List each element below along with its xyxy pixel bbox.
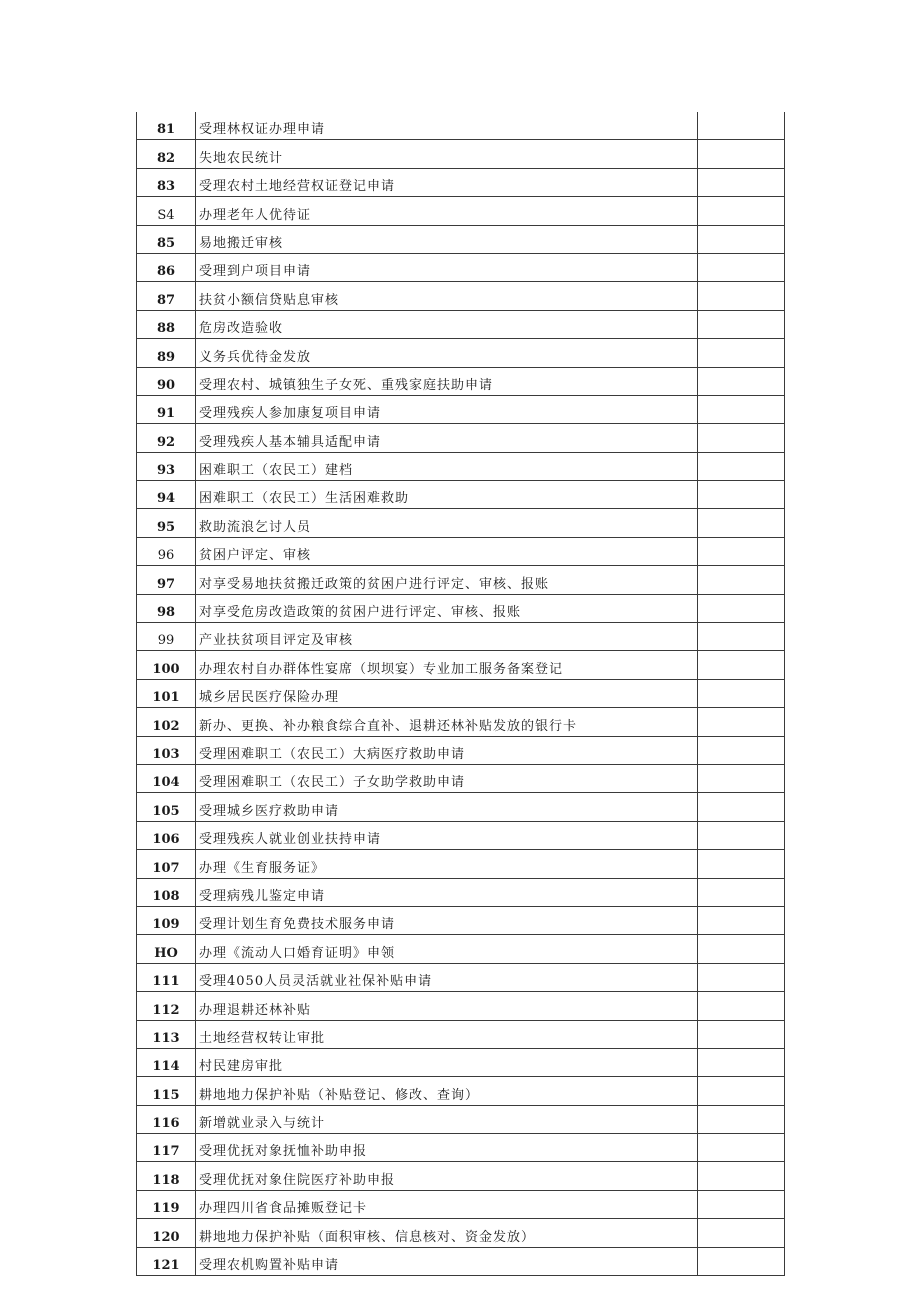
row-blank-cell	[698, 282, 785, 310]
row-number: 81	[137, 112, 196, 140]
table-row	[137, 736, 785, 764]
row-item: 受理残疾人就业创业扶持申请	[196, 821, 698, 849]
row-number: 104	[137, 764, 196, 792]
row-item: 村民建房审批	[196, 1048, 698, 1076]
table-row	[137, 1105, 785, 1133]
row-number: 114	[137, 1048, 196, 1076]
table-row	[137, 992, 785, 1020]
table-row	[137, 963, 785, 991]
table-row	[137, 793, 785, 821]
table-row	[137, 623, 785, 651]
table-row	[137, 566, 785, 594]
table-row	[137, 537, 785, 565]
row-blank-cell	[698, 1020, 785, 1048]
row-item: 办理农村自办群体性宴席（坝坝宴）专业加工服务备案登记	[196, 651, 698, 679]
table-row	[137, 168, 785, 196]
row-blank-cell	[698, 623, 785, 651]
table-row	[137, 594, 785, 622]
row-number: 82	[137, 140, 196, 168]
row-number: 90	[137, 367, 196, 395]
row-item: 新增就业录入与统计	[196, 1105, 698, 1133]
row-number: 93	[137, 452, 196, 480]
row-number: S4	[137, 197, 196, 225]
row-number: 117	[137, 1134, 196, 1162]
row-number: 111	[137, 963, 196, 991]
table-row	[137, 850, 785, 878]
row-blank-cell	[698, 197, 785, 225]
row-number: HO	[137, 935, 196, 963]
row-blank-cell	[698, 481, 785, 509]
row-blank-cell	[698, 367, 785, 395]
table-row	[137, 452, 785, 480]
row-blank-cell	[698, 708, 785, 736]
row-item: 城乡居民医疗保险办理	[196, 679, 698, 707]
row-number: 94	[137, 481, 196, 509]
table-row	[137, 1247, 785, 1275]
row-number: 95	[137, 509, 196, 537]
row-number: 100	[137, 651, 196, 679]
row-number: 105	[137, 793, 196, 821]
row-blank-cell	[698, 452, 785, 480]
table-row	[137, 1134, 785, 1162]
row-item: 办理《生育服务证》	[196, 850, 698, 878]
row-item: 办理退耕还林补贴	[196, 992, 698, 1020]
row-item: 受理残疾人基本辅具适配申请	[196, 424, 698, 452]
row-number: 87	[137, 282, 196, 310]
row-blank-cell	[698, 253, 785, 281]
row-number: 99	[137, 623, 196, 651]
row-number: 98	[137, 594, 196, 622]
row-number: 121	[137, 1247, 196, 1275]
row-blank-cell	[698, 1105, 785, 1133]
row-item: 受理4050人员灵活就业社保补贴申请	[196, 963, 698, 991]
row-number: 119	[137, 1190, 196, 1218]
row-item: 对享受危房改造政策的贫困户进行评定、审核、报账	[196, 594, 698, 622]
row-number: 88	[137, 310, 196, 338]
row-item: 办理老年人优待证	[196, 197, 698, 225]
row-item: 困难职工（农民工）建档	[196, 452, 698, 480]
row-blank-cell	[698, 992, 785, 1020]
row-item: 办理四川省食品摊贩登记卡	[196, 1190, 698, 1218]
row-item: 受理农村、城镇独生子女死、重残家庭扶助申请	[196, 367, 698, 395]
row-item: 受理残疾人参加康复项目申请	[196, 395, 698, 423]
row-item: 受理农机购置补贴申请	[196, 1247, 698, 1275]
row-number: 101	[137, 679, 196, 707]
row-item: 扶贫小额信贷贴息审核	[196, 282, 698, 310]
table-row	[137, 424, 785, 452]
table-row	[137, 197, 785, 225]
row-blank-cell	[698, 537, 785, 565]
row-item: 失地农民统计	[196, 140, 698, 168]
row-number: 85	[137, 225, 196, 253]
table-row	[137, 1048, 785, 1076]
row-number: 83	[137, 168, 196, 196]
row-item: 危房改造验收	[196, 310, 698, 338]
table-row	[137, 339, 785, 367]
row-item: 产业扶贫项目评定及审核	[196, 623, 698, 651]
row-number: 96	[137, 537, 196, 565]
row-item: 困难职工（农民工）生活困难救助	[196, 481, 698, 509]
row-item: 耕地地力保护补贴（补贴登记、修改、查询）	[196, 1077, 698, 1105]
row-item: 对享受易地扶贫搬迁政策的贫困户进行评定、审核、报账	[196, 566, 698, 594]
row-number: 109	[137, 906, 196, 934]
row-item: 受理计划生育免费技术服务申请	[196, 906, 698, 934]
table-row	[137, 481, 785, 509]
table-row	[137, 140, 785, 168]
table-row	[137, 282, 785, 310]
row-blank-cell	[698, 963, 785, 991]
row-item: 义务兵优待金发放	[196, 339, 698, 367]
service-items-table	[136, 112, 785, 1276]
table-row	[137, 1077, 785, 1105]
row-number: 91	[137, 395, 196, 423]
row-blank-cell	[698, 1048, 785, 1076]
row-number: 86	[137, 253, 196, 281]
row-blank-cell	[698, 821, 785, 849]
table-row	[137, 1190, 785, 1218]
table-row	[137, 253, 785, 281]
table-row	[137, 1219, 785, 1247]
row-blank-cell	[698, 1247, 785, 1275]
row-blank-cell	[698, 566, 785, 594]
row-blank-cell	[698, 1077, 785, 1105]
row-item: 受理到户项目申请	[196, 253, 698, 281]
table-row	[137, 1162, 785, 1190]
table-row	[137, 878, 785, 906]
row-blank-cell	[698, 225, 785, 253]
row-number: 103	[137, 736, 196, 764]
row-number: 108	[137, 878, 196, 906]
row-blank-cell	[698, 310, 785, 338]
row-blank-cell	[698, 140, 785, 168]
row-blank-cell	[698, 1219, 785, 1247]
row-number: 106	[137, 821, 196, 849]
row-number: 118	[137, 1162, 196, 1190]
row-number: 97	[137, 566, 196, 594]
row-number: 116	[137, 1105, 196, 1133]
row-blank-cell	[698, 935, 785, 963]
row-blank-cell	[698, 594, 785, 622]
row-blank-cell	[698, 764, 785, 792]
row-item: 受理困难职工（农民工）子女助学救助申请	[196, 764, 698, 792]
table-row	[137, 906, 785, 934]
row-item: 办理《流动人口婚育证明》申领	[196, 935, 698, 963]
row-blank-cell	[698, 1190, 785, 1218]
table-row	[137, 651, 785, 679]
row-blank-cell	[698, 395, 785, 423]
row-blank-cell	[698, 651, 785, 679]
row-blank-cell	[698, 736, 785, 764]
row-item: 耕地地力保护补贴（面积审核、信息核对、资金发放）	[196, 1219, 698, 1247]
row-item: 新办、更换、补办粮食综合直补、退耕还林补贴发放的银行卡	[196, 708, 698, 736]
row-blank-cell	[698, 906, 785, 934]
row-item: 受理林权证办理申请	[196, 112, 698, 140]
row-blank-cell	[698, 424, 785, 452]
row-blank-cell	[698, 679, 785, 707]
table-row	[137, 679, 785, 707]
table-body	[137, 112, 785, 1276]
row-number: 115	[137, 1077, 196, 1105]
row-item: 受理城乡医疗救助申请	[196, 793, 698, 821]
table-row	[137, 509, 785, 537]
table-row	[137, 112, 785, 140]
table-row	[137, 764, 785, 792]
table-row	[137, 1020, 785, 1048]
row-number: 89	[137, 339, 196, 367]
row-item: 易地搬迁审核	[196, 225, 698, 253]
row-item: 土地经营权转让审批	[196, 1020, 698, 1048]
table-row	[137, 708, 785, 736]
table-row	[137, 935, 785, 963]
row-blank-cell	[698, 793, 785, 821]
row-item: 受理困难职工（农民工）大病医疗救助申请	[196, 736, 698, 764]
table-row	[137, 310, 785, 338]
row-item: 受理农村土地经营权证登记申请	[196, 168, 698, 196]
row-blank-cell	[698, 850, 785, 878]
row-number: 107	[137, 850, 196, 878]
row-blank-cell	[698, 878, 785, 906]
table-row	[137, 225, 785, 253]
row-blank-cell	[698, 168, 785, 196]
table-row	[137, 821, 785, 849]
row-blank-cell	[698, 509, 785, 537]
table-row	[137, 395, 785, 423]
row-item: 受理优抚对象抚恤补助申报	[196, 1134, 698, 1162]
row-number: 92	[137, 424, 196, 452]
row-number: 120	[137, 1219, 196, 1247]
row-blank-cell	[698, 112, 785, 140]
row-number: 113	[137, 1020, 196, 1048]
table-row	[137, 367, 785, 395]
row-blank-cell	[698, 339, 785, 367]
row-number: 112	[137, 992, 196, 1020]
row-blank-cell	[698, 1134, 785, 1162]
row-number: 102	[137, 708, 196, 736]
row-blank-cell	[698, 1162, 785, 1190]
row-item: 受理病残儿鉴定申请	[196, 878, 698, 906]
row-item: 贫困户评定、审核	[196, 537, 698, 565]
row-item: 救助流浪乞讨人员	[196, 509, 698, 537]
row-item: 受理优抚对象住院医疗补助申报	[196, 1162, 698, 1190]
